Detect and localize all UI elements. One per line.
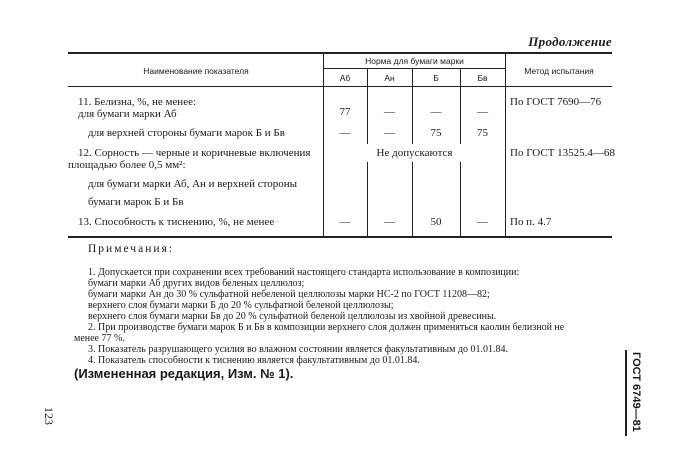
note-line: менее 77 %. bbox=[74, 333, 125, 344]
row-name: 11. Белизна, %, не менее: bbox=[78, 96, 197, 108]
row-value: — bbox=[384, 106, 395, 118]
row-value: — bbox=[384, 216, 395, 228]
row-value: — bbox=[477, 216, 488, 228]
header-grade-ab: Аб bbox=[339, 73, 351, 83]
header-bottom-border bbox=[68, 86, 612, 87]
row-value: 75 bbox=[477, 127, 488, 139]
note-line: 2. При производстве бумаги марок Б и Бв в композиции верхнего слоя должен применяться каолин белизной не bbox=[88, 322, 565, 333]
note-line: 3. Показатель разрушающего усилия во влажном состоянии является факультативным до 01.01.84. bbox=[88, 344, 509, 355]
row-name: площадью более 0,5 мм²: bbox=[68, 159, 186, 171]
row-name: для бумаги марки Аб, Ан и верхней стороны bbox=[88, 178, 298, 190]
row-value: 75 bbox=[430, 127, 442, 139]
continuation-label: Продолжение bbox=[528, 34, 612, 49]
row-name: бумаги марок Б и Бв bbox=[88, 196, 184, 208]
header-grade-an: Ан bbox=[384, 73, 395, 83]
header-grade-bv: Бв bbox=[477, 73, 488, 83]
gost-code: ГОСТ 6749—81 bbox=[630, 352, 642, 432]
header-subrule bbox=[323, 68, 506, 69]
notes-title: Примечания: bbox=[88, 243, 174, 255]
row-method: По п. 4.7 bbox=[510, 216, 552, 228]
note-line: верхнего слоя бумаги марки Бв до 20 % сульфатной беленой целлюлозы из хвойной древесины. bbox=[88, 311, 497, 322]
row-value: 77 bbox=[339, 106, 351, 118]
header-grade-b: Б bbox=[433, 73, 439, 83]
row-method: По ГОСТ 7690—76 bbox=[510, 96, 602, 108]
amendment-note: (Измененная редакция, Изм. № 1). bbox=[74, 366, 294, 381]
note-line: верхнего слоя бумаги марки Б до 20 % сульфатной беленой целлюлозы; bbox=[88, 300, 394, 311]
row-name: для верхней стороны бумаги марок Б и Бв bbox=[88, 127, 285, 139]
note-line: бумаги марки Ан до 30 % сульфатной небеленой целлюлозы марки НС-2 по ГОСТ 11208—82; bbox=[88, 289, 490, 300]
merged-value: Не допускаются bbox=[376, 147, 453, 159]
row-name: для бумаги марки Аб bbox=[78, 108, 177, 120]
row-method: По ГОСТ 13525.4—68 bbox=[510, 147, 615, 159]
gost-rule bbox=[625, 350, 627, 436]
note-line: 4. Показатель способности к тиснению является факультативным до 01.01.84. bbox=[88, 355, 420, 366]
row-value: 50 bbox=[430, 216, 442, 228]
note-line: бумаги марки Аб других видов беленых целлюлоз; bbox=[88, 278, 305, 289]
header-method-col: Метод испытания bbox=[524, 66, 594, 76]
row-name: 13. Способность к тиснению, %, не менее bbox=[78, 216, 275, 228]
row-name: 12. Сорность — черные и коричневые включения bbox=[78, 147, 311, 159]
col-divider bbox=[505, 53, 506, 236]
table-bottom-border bbox=[68, 236, 612, 240]
header-name-col: Наименование показателя bbox=[143, 66, 249, 76]
note-line: 1. Допускается при сохранении всех требований настоящего стандарта использование в композиции: bbox=[88, 267, 520, 278]
row-value: — bbox=[339, 216, 351, 228]
page-number: 123 bbox=[42, 407, 56, 425]
header-norm-group: Норма для бумаги марки bbox=[365, 56, 464, 66]
row-value: — bbox=[339, 127, 351, 139]
row-value: — bbox=[384, 127, 395, 139]
row-value: — bbox=[477, 106, 488, 118]
row-value: — bbox=[430, 106, 442, 118]
